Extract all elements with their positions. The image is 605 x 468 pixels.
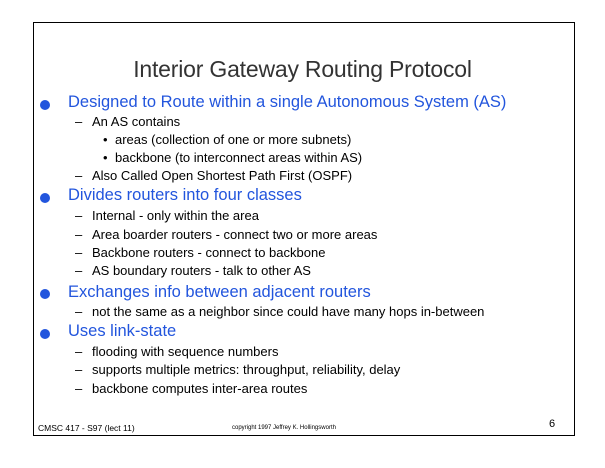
dash-marker: –	[75, 381, 83, 396]
subsub-backbone: backbone (to interconnect areas within AS)	[115, 150, 363, 165]
sub-backbone-routers: Backbone routers - connect to backbone	[92, 245, 326, 260]
sub-inter-area: backbone computes inter-area routes	[92, 381, 308, 396]
dash-marker: –	[75, 304, 83, 319]
dash-marker: –	[75, 227, 83, 242]
bullet-link-state: Uses link-state	[68, 322, 177, 340]
sub-bullet-marker: •	[103, 132, 108, 147]
dash-marker: –	[75, 168, 83, 183]
sub-flooding: flooding with sequence numbers	[92, 344, 279, 359]
dash-marker: –	[75, 245, 83, 260]
sub-not-neighbor: not the same as a neighbor since could have many hops in-between	[92, 304, 485, 319]
dash-marker: –	[75, 362, 83, 377]
bullet-dot	[40, 193, 50, 203]
sub-bullet-marker: •	[103, 150, 108, 165]
slide-title: Interior Gateway Routing Protocol	[133, 56, 472, 82]
dash-marker: –	[75, 263, 83, 278]
sub-area-boarder: Area boarder routers - connect two or more areas	[92, 227, 378, 242]
dash-marker: –	[75, 344, 83, 359]
dash-marker: –	[75, 114, 83, 129]
bullet-designed: Designed to Route within a single Autonomous System (AS)	[68, 93, 507, 111]
bullet-dot	[40, 100, 50, 110]
subsub-areas: areas (collection of one or more subnets)	[115, 132, 352, 147]
sub-ospf: Also Called Open Shortest Path First (OSPF)	[92, 168, 353, 183]
sub-internal: Internal - only within the area	[92, 208, 259, 223]
sub-an-as-contains: An AS contains	[92, 114, 181, 129]
page-number: 6	[549, 418, 556, 430]
bullet-dot	[40, 289, 50, 299]
dash-marker: –	[75, 208, 83, 223]
footer-copyright: copyright 1997 Jeffrey K. Hollingsworth	[232, 425, 336, 431]
footer-course: CMSC 417 - S97 (lect 11)	[38, 423, 135, 433]
bullet-dot	[40, 329, 50, 339]
sub-metrics: supports multiple metrics: throughput, reliability, delay	[92, 362, 401, 377]
bullet-exchanges: Exchanges info between adjacent routers	[68, 283, 371, 301]
sub-as-boundary: AS boundary routers - talk to other AS	[92, 263, 311, 278]
bullet-divides: Divides routers into four classes	[68, 186, 302, 204]
